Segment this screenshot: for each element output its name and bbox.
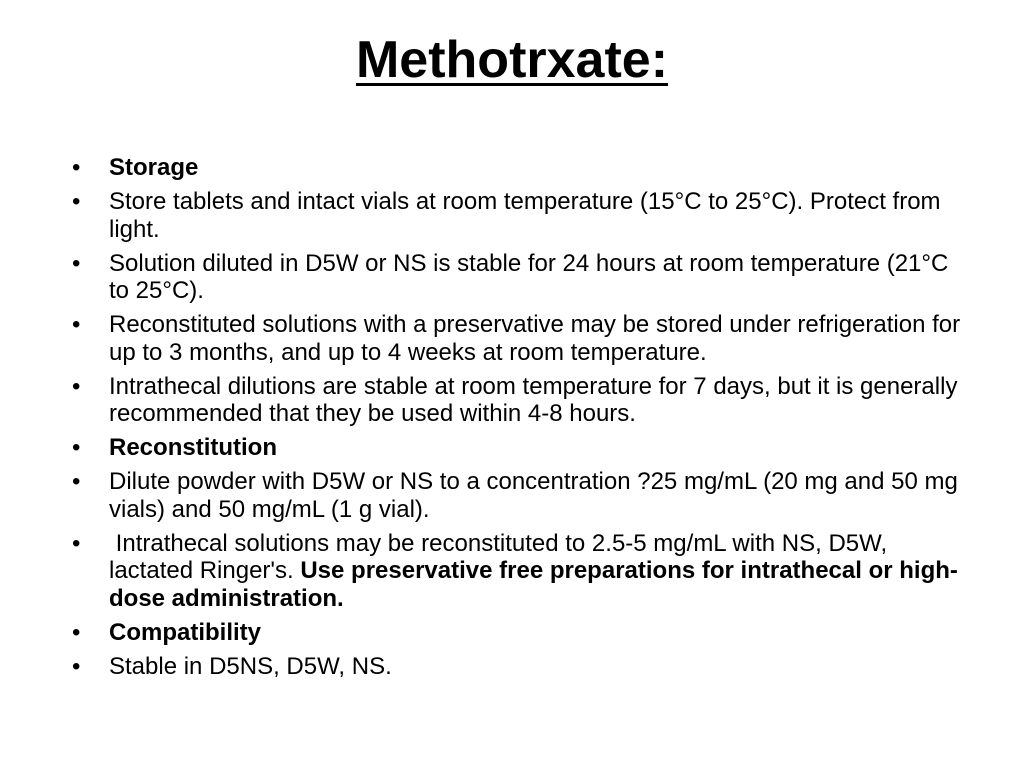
bullet-icon: • [72,652,81,680]
bullet-icon: • [72,529,81,557]
section-heading-compatibility: Compatibility [109,618,262,646]
bullet-item [72,373,972,428]
bullet-item [72,311,972,366]
bullet-text: Intrathecal solutions may be reconstituted to 2.5-5 mg/mL with NS, D5W, lactated Ringer's. [109,529,894,584]
bullet-item-reconstitution-heading [72,434,972,462]
bullet-item-storage-heading [72,154,972,182]
bullet-icon: • [72,154,81,181]
bullet-item [72,188,972,243]
bullet-text: Stable in D5NS, D5W, NS. [109,652,392,680]
bullet-text: Store tablets and intact vials at room temperature (15°C to 25°C). Protect from light. [109,188,941,243]
bullet-icon: • [72,249,81,277]
bullet-item [72,530,972,613]
bullet-item [72,250,972,305]
bullet-icon: • [72,372,81,400]
bullet-icon: • [72,311,81,338]
bullet-icon: • [72,618,81,646]
slide-title: Methotrxate: [355,31,669,89]
bullet-icon: • [72,434,81,461]
bullet-text: Dilute powder with D5W or NS to a concentration ?25 mg/mL (20 mg and 50 mg vials) and 50 mg/mL (1 g vial). [109,468,958,523]
bullet-list [72,154,972,687]
bullet-text: Intrathecal dilutions are stable at room temperature for 7 days, but it is generally recommended that they be used within 4-8 hours. [109,372,958,427]
section-heading-storage: Storage [109,154,199,181]
bullet-icon: • [72,188,81,215]
bullet-item [72,468,972,523]
bullet-item-compatibility-heading [72,619,972,647]
bullet-text: Reconstituted solutions with a preservative may be stored under refrigeration for up to 3 months, and up to 4 weeks at room temperature. [109,311,961,366]
bullet-icon: • [72,468,81,495]
bullet-item [72,653,972,681]
bullet-text: Solution diluted in D5W or NS is stable for 24 hours at room temperature (21°C to 25°C). [109,249,949,304]
bullet-emphasis: Use preservative free preparations for intrathecal or high-dose administration. [109,557,958,612]
section-heading-reconstitution: Reconstitution [109,434,277,461]
